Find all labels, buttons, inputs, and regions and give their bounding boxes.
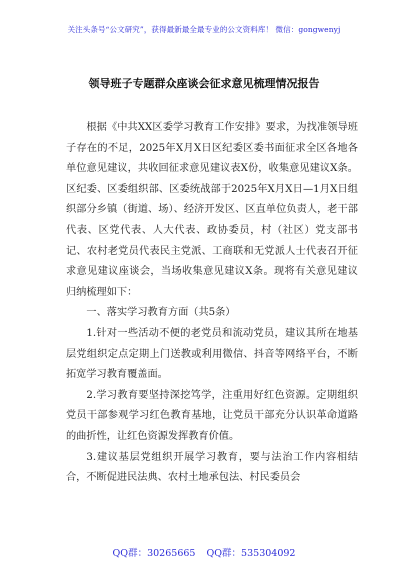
footer [0, 545, 408, 559]
document-body [66, 118, 358, 489]
footer-qq-group-2: QQ群：535304092 [206, 548, 296, 559]
list-item: 3.建议基层党组织开展学习教育，要与法治工作内容相结合，不断促进民法典、农村土地承包法、村民委员会 [66, 451, 358, 484]
footer-qq-group-1: QQ群：30265665 [112, 548, 196, 559]
section-heading: 一、落实学习教育方面（共5条） [86, 307, 236, 319]
document-title: 领导班子专题群众座谈会征求意见梳理情况报告 [88, 77, 320, 90]
header-banner: 关注头条号“公文研究”，获得最新最全最专业的公文资料库！ 微信：gongwenyj [67, 25, 341, 34]
list-item: 2.学习教育要坚持深挖笃学，注重用好红色资源。定期组织党员干部参观学习红色教育基地，让党员干部充分认识革命道路的曲折性，让红色资源发挥教育价值。 [66, 389, 358, 442]
intro-paragraph: 根据《中共XX区委学习教育工作安排》要求，为找准领导班子存在的不足，2025年X月X日区纪委区委书面征求全区各地各单位意见建议，共收回征求意见建议表X份，收集意见建议X条。区纪委、区委组织部、区委统战部于2025年X月X日—1月X日组织部分乡镇（街道、场）、经济开发区、区直单位负责人，老干部代表、区党代表、人大代表、政协委员，村（社区）党支部书记、农村老党员代表民主党派、工商联和无党派人士代表召开征求意见建议座谈会，当场收集意见建议X条。现将有关意见建议归纳梳理如下： [66, 122, 358, 298]
list-item: 1.针对一些活动不便的老党员和流动党员，建议其所在地基层党组织定点定期上门送教或利用微信、抖音等网络平台，不断拓宽学习教育覆盖面。 [66, 327, 358, 381]
